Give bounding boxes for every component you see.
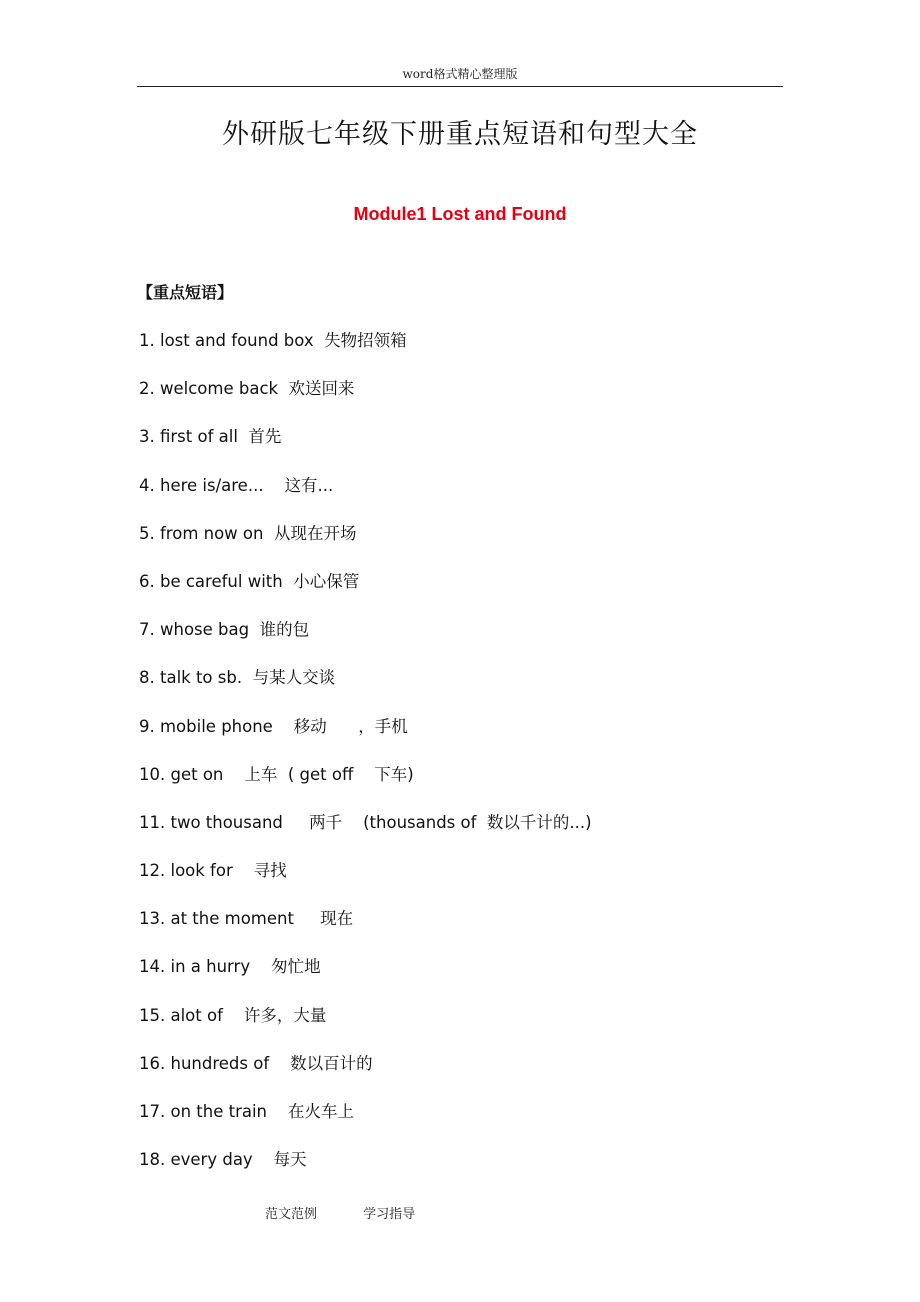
phrase-item: 2. welcome back 欢送回来 xyxy=(139,379,355,399)
phrase-item: 10. get on 上车 ( get off 下车) xyxy=(139,764,414,784)
phrase-item: 12. look for 寻找 xyxy=(139,861,287,881)
page-header-text: word格式精心整理版 xyxy=(402,67,518,81)
phrase-item: 18. every day 每天 xyxy=(139,1150,307,1170)
phrase-item: 15. alot of 许多，大量 xyxy=(139,1005,327,1025)
phrase-item: 7. whose bag 谁的包 xyxy=(139,620,310,640)
page-footer xyxy=(265,1204,415,1226)
phrase-item: 8. talk to sb. 与某人交谈 xyxy=(139,668,336,688)
phrase-item: 3. first of all 首先 xyxy=(139,427,282,447)
phrase-item: 14. in a hurry 匆忙地 xyxy=(139,957,321,977)
module-title: Module1 Lost and Found xyxy=(353,204,567,224)
phrase-item: 4. here is/are... 这有... xyxy=(139,475,334,495)
page-header xyxy=(137,62,783,87)
phrase-item: 1. lost and found box 失物招领箱 xyxy=(139,331,407,350)
footer-right-text: 学习指导 xyxy=(363,1207,416,1222)
phrase-item: 9. mobile phone 移动 ，手机 xyxy=(139,716,408,736)
document-title: 外研版七年级下册重点短语和句型大全 xyxy=(222,119,698,150)
phrase-item: 16. hundreds of 数以百计的 xyxy=(139,1053,373,1073)
section-heading-key-phrases: 【重点短语】 xyxy=(137,283,234,302)
phrase-item: 11. two thousand 两千 (thousands of 数以千计的...) xyxy=(139,812,592,832)
phrase-item: 5. from now on 从现在开场 xyxy=(139,523,357,543)
phrase-list xyxy=(139,328,819,1195)
phrase-item: 13. at the moment 现在 xyxy=(139,909,354,929)
phrase-item: 6. be careful with 小心保管 xyxy=(139,571,360,591)
footer-left-text: 范文范例 xyxy=(265,1207,318,1222)
phrase-item: 17. on the train 在火车上 xyxy=(139,1102,354,1121)
